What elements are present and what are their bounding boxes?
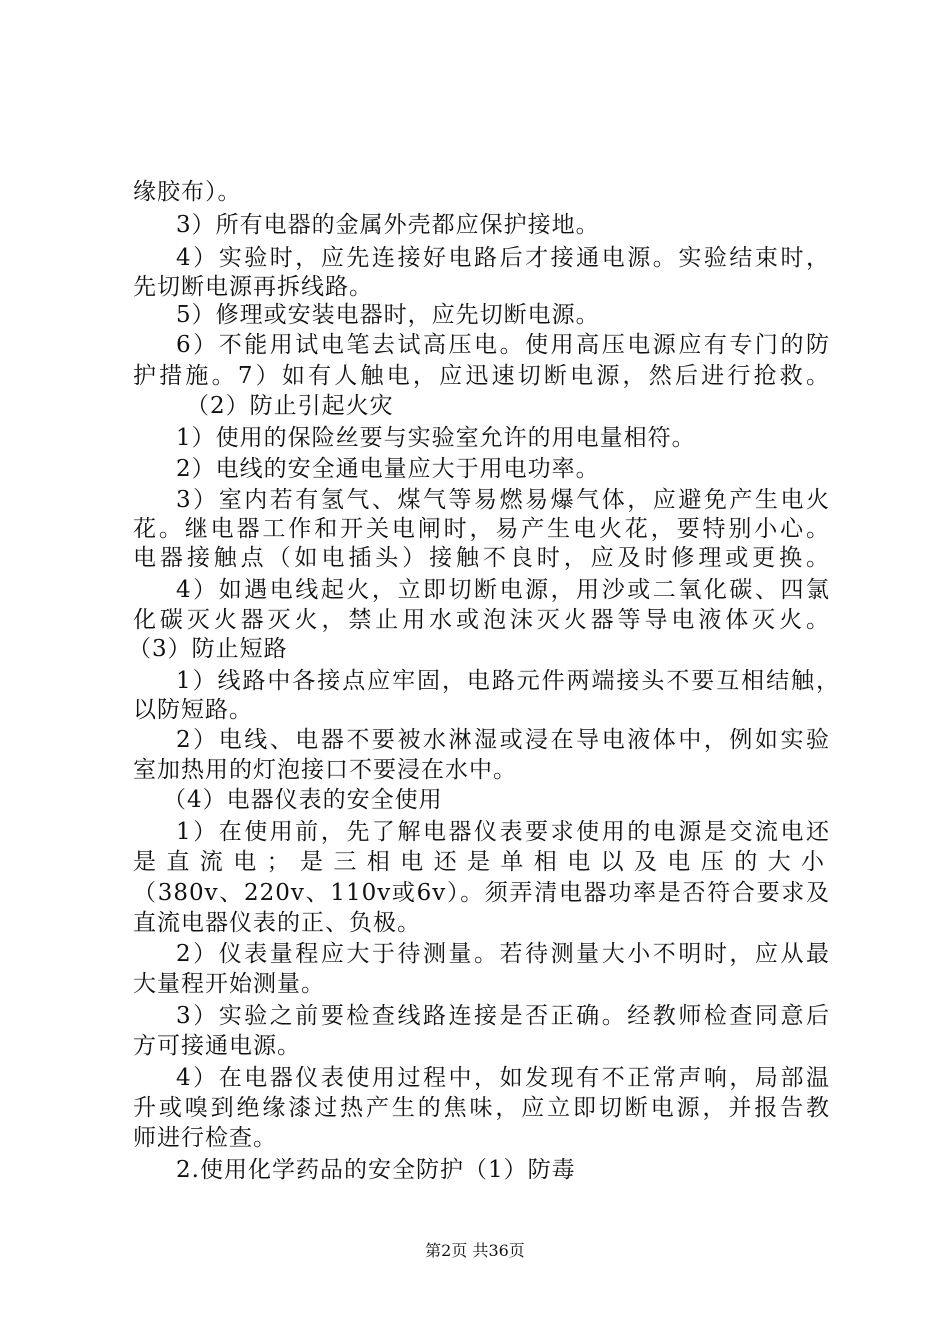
text-line: 4）如遇电线起火，立即切断电源，用沙或二氧化碳、四氯 bbox=[176, 577, 830, 603]
text-line: 缘胶布）。 bbox=[133, 179, 242, 205]
text-line: 6）不能用试电笔去试高压电。使用高压电源应有专门的防 bbox=[176, 332, 830, 358]
section-heading: （2）防止引起火灾 bbox=[186, 393, 394, 419]
text-line: 2）仪表量程应大于待测量。若待测量大小不明时，应从最 bbox=[176, 941, 830, 967]
text-line: 3）实验之前要检查线路连接是否正确。经教师检查同意后 bbox=[176, 1003, 830, 1029]
section-heading: （4）电器仪表的安全使用 bbox=[163, 787, 443, 813]
text-line: 5）修理或安装电器时，应先切断电源。 bbox=[176, 302, 600, 328]
text-line: 3）所有电器的金属外壳都应保护接地。 bbox=[176, 212, 600, 238]
text-line: 方可接通电源。 bbox=[133, 1033, 301, 1059]
text-line: 升或嗅到绝缘漆过热产生的焦味，应立即切断电源，并报告教 bbox=[133, 1095, 830, 1121]
text-line: 1）线路中各接点应牢固，电路元件两端接头不要互相结触， bbox=[176, 668, 840, 694]
text-line: 以防短路。 bbox=[133, 697, 253, 723]
text-line: 1）在使用前，先了解电器仪表要求使用的电源是交流电还 bbox=[176, 819, 830, 845]
section-heading: 2.使用化学药品的安全防护（1）防毒 bbox=[176, 1157, 576, 1183]
text-line: 3）室内若有氢气、煤气等易燃易爆气体，应避免产生电火 bbox=[176, 487, 830, 513]
text-line: 1）使用的保险丝要与实验室允许的用电量相符。 bbox=[176, 425, 696, 451]
text-line: 电器接触点（如电插头）接触不良时，应及时修理或更换。 bbox=[133, 545, 830, 571]
text-line: 护措施。7）如有人触电，应迅速切断电源，然后进行抢救。 bbox=[133, 363, 830, 389]
text-line: （380v、220v、110v或6v）。须弄清电器功率是否符合要求及 bbox=[133, 880, 830, 906]
text-line: 室加热用的灯泡接口不要浸在水中。 bbox=[133, 757, 517, 783]
text-line: 2）电线、电器不要被水淋湿或浸在导电液体中，例如实验 bbox=[176, 727, 830, 753]
page-number-footer: 第2页 共36页 bbox=[425, 1241, 525, 1260]
text-line: 是直流电；是三相电还是单相电以及电压的大小 bbox=[133, 849, 830, 875]
text-line: 直流电器仪表的正、负极。 bbox=[133, 910, 421, 936]
text-line: 大量程开始测量。 bbox=[133, 971, 325, 997]
text-line: 4）在电器仪表使用过程中，如发现有不正常声响，局部温 bbox=[176, 1065, 830, 1091]
text-line: 师进行检查。 bbox=[133, 1125, 277, 1151]
text-line: 花。继电器工作和开关电闸时，易产生电火花，要特别小心。 bbox=[133, 516, 830, 542]
section-heading: （3）防止短路 bbox=[128, 636, 288, 662]
text-line: 化碳灭火器灭火，禁止用水或泡沫灭火器等导电液体灭火。 bbox=[133, 607, 830, 633]
text-line: 先切断电源再拆线路。 bbox=[133, 274, 373, 300]
text-line: 4）实验时，应先连接好电路后才接通电源。实验结束时， bbox=[176, 245, 830, 271]
text-line: 2）电线的安全通电量应大于用电功率。 bbox=[176, 456, 600, 482]
